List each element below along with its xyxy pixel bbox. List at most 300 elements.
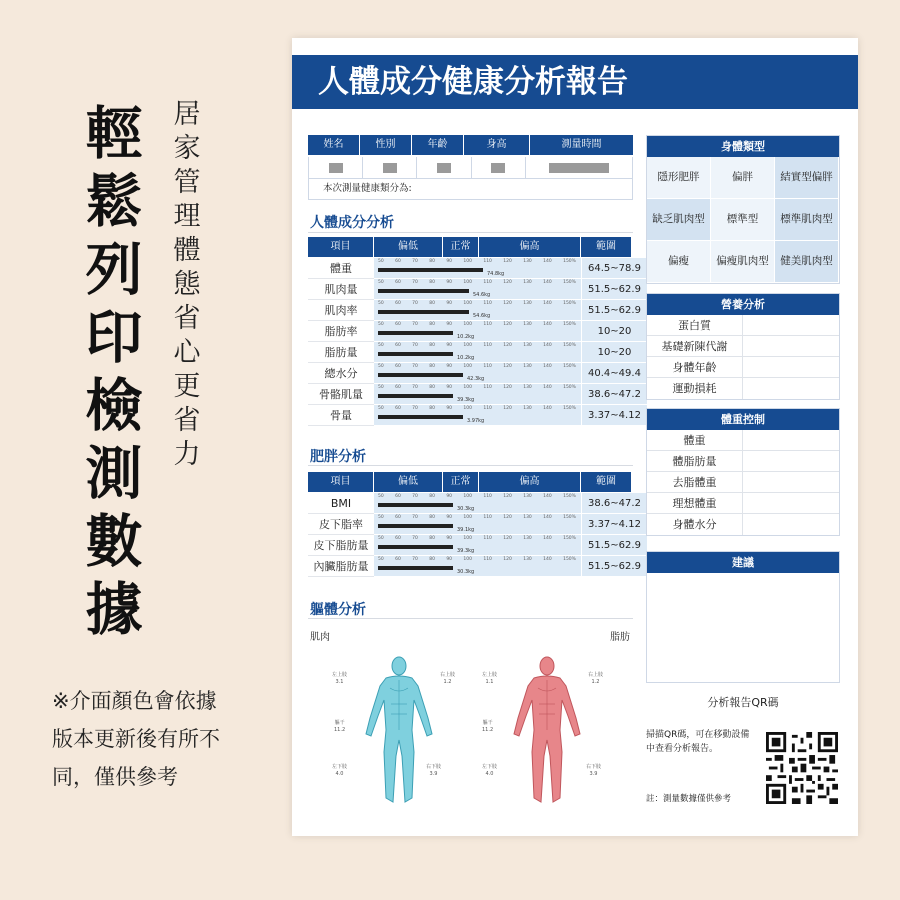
tick-label: 60 bbox=[395, 280, 401, 285]
tick-scale bbox=[378, 536, 576, 541]
measure-row bbox=[308, 300, 647, 321]
weight-value bbox=[743, 514, 839, 535]
label: 左下肢 bbox=[332, 764, 348, 770]
divider bbox=[308, 618, 633, 619]
measure-bar bbox=[378, 503, 453, 507]
fat-trunk bbox=[482, 720, 493, 734]
nutrition-row bbox=[647, 336, 839, 357]
weight-row bbox=[647, 472, 839, 493]
body-type-title: 身體類型 bbox=[647, 136, 839, 157]
measure-bar-area bbox=[374, 535, 581, 556]
muscle-right-arm bbox=[440, 672, 455, 686]
tick-label: 100 bbox=[463, 494, 472, 499]
measure-row bbox=[308, 535, 647, 556]
measure-row bbox=[308, 556, 647, 577]
weight-label: 理想體重 bbox=[647, 493, 743, 513]
info-height-value bbox=[472, 157, 526, 179]
tick-label: 130 bbox=[523, 536, 532, 541]
tick-label: 70 bbox=[412, 494, 418, 499]
qr-footnote: 註：測量數據僅供參考 bbox=[646, 794, 732, 804]
body-type-cell: 標準肌肉型 bbox=[775, 199, 839, 241]
tick-label: 60 bbox=[395, 301, 401, 306]
disclaimer-note bbox=[52, 682, 262, 796]
tick-label: 130 bbox=[523, 557, 532, 562]
tick-label: 150% bbox=[563, 557, 576, 562]
tick-label: 150% bbox=[563, 343, 576, 348]
tick-scale bbox=[378, 364, 576, 369]
measure-row bbox=[308, 405, 647, 426]
weight-control-box bbox=[646, 408, 840, 536]
col-normal: 正常 bbox=[443, 472, 479, 492]
tick-label: 120 bbox=[503, 301, 512, 306]
tick-label: 60 bbox=[395, 515, 401, 520]
tick-label: 120 bbox=[503, 322, 512, 327]
measure-row bbox=[308, 258, 647, 279]
tick-label: 150% bbox=[563, 280, 576, 285]
measure-range: 40.4~49.4 bbox=[581, 363, 647, 384]
measure-bar bbox=[378, 310, 469, 314]
nutrition-label: 運動損耗 bbox=[647, 378, 743, 399]
segmental-title: 軀體分析 bbox=[310, 602, 366, 618]
weight-value bbox=[743, 430, 839, 450]
tick-label: 120 bbox=[503, 494, 512, 499]
body-type-cell: 偏胖 bbox=[711, 157, 775, 199]
nutrition-box bbox=[646, 293, 840, 400]
tick-label: 50 bbox=[378, 406, 384, 411]
tick-label: 100 bbox=[463, 515, 472, 520]
weight-label: 體脂肪量 bbox=[647, 451, 743, 471]
tick-label: 130 bbox=[523, 343, 532, 348]
promo-subtitle: 居家管理體態省心更省力 bbox=[173, 99, 201, 470]
muscle-left-leg bbox=[332, 764, 347, 778]
tick-label: 120 bbox=[503, 343, 512, 348]
tick-label: 70 bbox=[412, 536, 418, 541]
muscle-label: 肌肉 bbox=[310, 632, 330, 643]
tick-label: 60 bbox=[395, 557, 401, 562]
tick-label: 80 bbox=[429, 322, 435, 327]
measure-label: 總水分 bbox=[308, 363, 374, 384]
measure-bar-area bbox=[374, 258, 581, 279]
tick-label: 90 bbox=[446, 322, 453, 327]
tick-label: 90 bbox=[446, 494, 453, 499]
tick-label: 90 bbox=[446, 301, 453, 306]
tick-label: 90 bbox=[446, 406, 453, 411]
tick-label: 100 bbox=[463, 536, 472, 541]
tick-label: 80 bbox=[429, 259, 435, 264]
tick-label: 140 bbox=[543, 259, 552, 264]
col-item: 項目 bbox=[308, 237, 374, 257]
col-normal: 正常 bbox=[443, 237, 479, 257]
measure-range: 3.37~4.12 bbox=[581, 405, 647, 426]
fat-left-leg bbox=[482, 764, 497, 778]
tick-label: 150% bbox=[563, 515, 576, 520]
measure-bar-area bbox=[374, 493, 581, 514]
tick-label: 150% bbox=[563, 385, 576, 390]
nutrition-label: 身體年齡 bbox=[647, 357, 743, 377]
measure-value: 54.6kg bbox=[473, 292, 491, 298]
measure-row bbox=[308, 514, 647, 535]
info-header-gender: 性別 bbox=[360, 135, 412, 155]
tick-label: 80 bbox=[429, 494, 435, 499]
tick-label: 70 bbox=[412, 364, 418, 369]
divider bbox=[308, 232, 633, 233]
tick-label: 100 bbox=[463, 259, 472, 264]
tick-label: 50 bbox=[378, 343, 384, 348]
tick-label: 140 bbox=[543, 364, 552, 369]
weight-row bbox=[647, 493, 839, 514]
measure-range: 51.5~62.9 bbox=[581, 279, 647, 300]
tick-label: 140 bbox=[543, 557, 552, 562]
tick-scale bbox=[378, 385, 576, 390]
measure-label: 皮下脂肪量 bbox=[308, 535, 374, 556]
tick-label: 50 bbox=[378, 494, 384, 499]
tick-label: 50 bbox=[378, 322, 384, 327]
col-low: 偏低 bbox=[374, 472, 443, 492]
value: 1.2 bbox=[443, 679, 452, 685]
tick-label: 80 bbox=[429, 301, 435, 306]
blurred-value bbox=[491, 163, 505, 173]
muscle-trunk bbox=[334, 720, 345, 734]
obesity-title: 肥胖分析 bbox=[310, 449, 366, 465]
body-type-cell: 健美肌肉型 bbox=[775, 241, 839, 283]
measure-label: 體重 bbox=[308, 258, 374, 279]
blurred-value bbox=[437, 163, 451, 173]
tick-label: 100 bbox=[463, 280, 472, 285]
weight-row bbox=[647, 430, 839, 451]
info-gender-value bbox=[363, 157, 417, 179]
tick-label: 80 bbox=[429, 536, 435, 541]
tick-label: 110 bbox=[483, 259, 492, 264]
info-header-row bbox=[308, 135, 633, 155]
col-high: 偏高 bbox=[479, 472, 581, 492]
measure-row bbox=[308, 363, 647, 384]
measure-bar bbox=[378, 415, 463, 419]
tick-label: 80 bbox=[429, 515, 435, 520]
tick-label: 110 bbox=[483, 406, 492, 411]
label: 右下肢 bbox=[586, 764, 602, 770]
tick-label: 50 bbox=[378, 301, 384, 306]
body-type-grid bbox=[647, 157, 839, 283]
weight-value bbox=[743, 472, 839, 492]
info-age-value bbox=[417, 157, 471, 179]
measure-bar bbox=[378, 566, 453, 570]
measure-range: 10~20 bbox=[581, 342, 647, 363]
measure-row bbox=[308, 493, 647, 514]
weight-row bbox=[647, 451, 839, 472]
col-high: 偏高 bbox=[479, 237, 581, 257]
nutrition-value bbox=[743, 357, 839, 377]
info-header-height: 身高 bbox=[464, 135, 530, 155]
value: 1.2 bbox=[591, 679, 600, 685]
tick-label: 110 bbox=[483, 515, 492, 520]
muscle-left-arm bbox=[332, 672, 347, 686]
nutrition-row bbox=[647, 378, 839, 399]
tick-label: 120 bbox=[503, 515, 512, 520]
info-header-name: 姓名 bbox=[308, 135, 360, 155]
measure-value: 10.2kg bbox=[457, 334, 475, 340]
body-type-cell: 結實型偏胖 bbox=[775, 157, 839, 199]
tick-label: 110 bbox=[483, 301, 492, 306]
measure-range: 51.5~62.9 bbox=[581, 556, 647, 577]
blurred-value bbox=[383, 163, 397, 173]
health-category-summary: 本次測量健康類分為: bbox=[308, 178, 633, 200]
measure-bar-area bbox=[374, 514, 581, 535]
measure-range: 64.5~78.9 bbox=[581, 258, 647, 279]
measure-value: 10.2kg bbox=[457, 355, 475, 361]
nutrition-row bbox=[647, 357, 839, 378]
tick-label: 50 bbox=[378, 259, 384, 264]
tick-label: 110 bbox=[483, 536, 492, 541]
tick-label: 130 bbox=[523, 515, 532, 520]
label: 軀干 bbox=[334, 720, 345, 726]
tick-scale bbox=[378, 557, 576, 562]
info-header-time: 測量時間 bbox=[561, 139, 602, 150]
weight-value bbox=[743, 493, 839, 513]
tick-label: 60 bbox=[395, 322, 401, 327]
label: 軀干 bbox=[482, 720, 493, 726]
measure-label: 骨量 bbox=[308, 405, 374, 426]
report-title: 人體成分健康分析報告 bbox=[292, 55, 858, 109]
tick-label: 100 bbox=[463, 301, 472, 306]
weight-row bbox=[647, 514, 839, 535]
measure-range: 51.5~62.9 bbox=[581, 300, 647, 321]
note-line: 版本更新後有所不 bbox=[52, 727, 220, 751]
measure-row bbox=[308, 321, 647, 342]
info-name-value bbox=[309, 157, 363, 179]
body-type-cell: 缺乏肌肉型 bbox=[647, 199, 711, 241]
label: 左下肢 bbox=[482, 764, 498, 770]
qr-description: 掃描QR碼，可在移動設備中查看分析報告。 bbox=[646, 730, 750, 754]
tick-scale bbox=[378, 322, 576, 327]
tick-label: 110 bbox=[483, 364, 492, 369]
tick-label: 100 bbox=[463, 406, 472, 411]
weight-label: 身體水分 bbox=[647, 514, 743, 535]
measure-bar bbox=[378, 331, 453, 335]
measure-bar bbox=[378, 352, 453, 356]
muscle-right-leg bbox=[426, 764, 441, 778]
tick-label: 60 bbox=[395, 259, 401, 264]
measure-label: 脂肪率 bbox=[308, 321, 374, 342]
tick-scale bbox=[378, 259, 576, 264]
measure-value: 54.6kg bbox=[473, 313, 491, 319]
tick-label: 60 bbox=[395, 536, 401, 541]
tick-label: 130 bbox=[523, 301, 532, 306]
blurred-value bbox=[329, 163, 343, 173]
blurred-value bbox=[549, 163, 609, 173]
measure-label: 內臟脂肪量 bbox=[308, 556, 374, 577]
tick-label: 130 bbox=[523, 280, 532, 285]
measure-value: 30.3kg bbox=[457, 569, 475, 575]
advice-title: 建議 bbox=[647, 552, 839, 573]
measure-range: 38.6~47.2 bbox=[581, 493, 647, 514]
measure-row bbox=[308, 384, 647, 405]
value: 3.1 bbox=[335, 679, 344, 685]
tick-label: 80 bbox=[429, 343, 435, 348]
tick-label: 70 bbox=[412, 259, 418, 264]
measure-label: 骨骼肌量 bbox=[308, 384, 374, 405]
tick-label: 100 bbox=[463, 322, 472, 327]
tick-label: 140 bbox=[543, 515, 552, 520]
qr-title: 分析報告QR碼 bbox=[707, 696, 779, 709]
tick-label: 80 bbox=[429, 557, 435, 562]
value: 4.0 bbox=[335, 771, 344, 777]
tick-label: 120 bbox=[503, 406, 512, 411]
measure-value: 39.3kg bbox=[457, 548, 475, 554]
tick-label: 60 bbox=[395, 343, 401, 348]
tick-label: 150% bbox=[563, 536, 576, 541]
tick-label: 110 bbox=[483, 557, 492, 562]
tick-label: 100 bbox=[463, 385, 472, 390]
tick-label: 110 bbox=[483, 280, 492, 285]
label: 左上肢 bbox=[332, 672, 348, 678]
tick-label: 140 bbox=[543, 343, 552, 348]
tick-label: 80 bbox=[429, 280, 435, 285]
measure-range: 51.5~62.9 bbox=[581, 535, 647, 556]
weight-label: 體重 bbox=[647, 430, 743, 450]
weight-value bbox=[743, 451, 839, 471]
tick-label: 120 bbox=[503, 536, 512, 541]
tick-label: 50 bbox=[378, 385, 384, 390]
tick-label: 90 bbox=[446, 280, 453, 285]
tick-label: 70 bbox=[412, 301, 418, 306]
tick-label: 150% bbox=[563, 364, 576, 369]
col-range: 範圍 bbox=[596, 476, 616, 487]
composition-header-row bbox=[308, 237, 631, 257]
value: 11.2 bbox=[334, 727, 346, 733]
tick-scale bbox=[378, 343, 576, 348]
measure-label: 肌肉量 bbox=[308, 279, 374, 300]
label: 右上肢 bbox=[440, 672, 456, 678]
measure-value: 42.3kg bbox=[467, 376, 485, 382]
advice-box bbox=[646, 551, 840, 683]
weight-label: 去脂體重 bbox=[647, 472, 743, 492]
measure-label: 脂肪量 bbox=[308, 342, 374, 363]
tick-label: 60 bbox=[395, 364, 401, 369]
tick-label: 70 bbox=[412, 280, 418, 285]
measure-bar-area bbox=[374, 405, 581, 426]
nutrition-title: 營養分析 bbox=[647, 294, 839, 315]
body-type-box bbox=[646, 135, 840, 284]
tick-label: 140 bbox=[543, 322, 552, 327]
tick-scale bbox=[378, 406, 576, 411]
tick-label: 120 bbox=[503, 385, 512, 390]
col-range: 範圍 bbox=[596, 241, 616, 252]
col-item: 項目 bbox=[308, 472, 374, 492]
tick-label: 90 bbox=[446, 385, 453, 390]
measure-label: BMI bbox=[308, 493, 374, 514]
tick-label: 90 bbox=[446, 557, 453, 562]
info-header-age: 年齡 bbox=[412, 135, 464, 155]
measure-bar-area bbox=[374, 279, 581, 300]
nutrition-row bbox=[647, 315, 839, 336]
tick-label: 70 bbox=[412, 385, 418, 390]
tick-label: 70 bbox=[412, 322, 418, 327]
tick-label: 80 bbox=[429, 385, 435, 390]
measure-value: 39.3kg bbox=[457, 397, 475, 403]
nutrition-label: 蛋白質 bbox=[647, 315, 743, 335]
measure-bar-area bbox=[374, 363, 581, 384]
value: 3.9 bbox=[589, 771, 598, 777]
tick-label: 150% bbox=[563, 259, 576, 264]
composition-title: 人體成分分析 bbox=[310, 215, 394, 231]
tick-label: 60 bbox=[395, 406, 401, 411]
tick-scale bbox=[378, 280, 576, 285]
report-sheet bbox=[292, 38, 858, 836]
fat-body-figure bbox=[510, 656, 584, 806]
tick-label: 110 bbox=[483, 343, 492, 348]
measure-range: 3.37~4.12 bbox=[581, 514, 647, 535]
tick-label: 90 bbox=[446, 364, 453, 369]
tick-label: 140 bbox=[543, 280, 552, 285]
tick-label: 50 bbox=[378, 557, 384, 562]
nutrition-value bbox=[743, 336, 839, 356]
tick-label: 140 bbox=[543, 494, 552, 499]
body-type-cell: 偏瘦 bbox=[647, 241, 711, 283]
tick-label: 140 bbox=[543, 301, 552, 306]
tick-scale bbox=[378, 494, 576, 499]
body-type-cell: 標準型 bbox=[711, 199, 775, 241]
measure-value: 39.1kg bbox=[457, 527, 475, 533]
note-line: ※介面顏色會依據 bbox=[52, 689, 217, 713]
measure-label: 皮下脂率 bbox=[308, 514, 374, 535]
note-line: 同，僅供參考 bbox=[52, 765, 178, 789]
value: 1.1 bbox=[485, 679, 494, 685]
qr-code-icon[interactable] bbox=[766, 732, 838, 804]
weight-control-title: 體重控制 bbox=[647, 409, 839, 430]
tick-label: 140 bbox=[543, 406, 552, 411]
tick-label: 50 bbox=[378, 280, 384, 285]
nutrition-value bbox=[743, 378, 839, 399]
tick-label: 150% bbox=[563, 301, 576, 306]
measure-row bbox=[308, 279, 647, 300]
tick-label: 90 bbox=[446, 515, 453, 520]
value: 3.9 bbox=[429, 771, 438, 777]
value: 4.0 bbox=[485, 771, 494, 777]
nutrition-value bbox=[743, 315, 839, 335]
tick-label: 110 bbox=[483, 322, 492, 327]
tick-label: 120 bbox=[503, 557, 512, 562]
promo-title: 輕鬆列印檢測數據 bbox=[85, 101, 143, 643]
measure-bar bbox=[378, 373, 463, 377]
measure-bar-area bbox=[374, 342, 581, 363]
body-type-cell: 偏瘦肌肉型 bbox=[711, 241, 775, 283]
tick-label: 130 bbox=[523, 259, 532, 264]
measure-bar bbox=[378, 524, 453, 528]
label: 右下肢 bbox=[426, 764, 442, 770]
fat-right-leg bbox=[586, 764, 601, 778]
tick-label: 70 bbox=[412, 515, 418, 520]
info-values-row bbox=[308, 157, 633, 179]
tick-label: 150% bbox=[563, 494, 576, 499]
value: 11.2 bbox=[482, 727, 494, 733]
tick-scale bbox=[378, 301, 576, 306]
tick-label: 50 bbox=[378, 364, 384, 369]
tick-label: 120 bbox=[503, 364, 512, 369]
measure-value: 30.3kg bbox=[457, 506, 475, 512]
measure-label: 肌肉率 bbox=[308, 300, 374, 321]
tick-label: 100 bbox=[463, 557, 472, 562]
tick-label: 100 bbox=[463, 343, 472, 348]
label: 左上肢 bbox=[482, 672, 498, 678]
measure-bar bbox=[378, 289, 469, 293]
info-time-value bbox=[526, 157, 632, 179]
tick-label: 130 bbox=[523, 364, 532, 369]
fat-left-arm bbox=[482, 672, 497, 686]
measure-bar bbox=[378, 545, 453, 549]
tick-label: 50 bbox=[378, 536, 384, 541]
tick-label: 80 bbox=[429, 364, 435, 369]
body-type-cell: 隱形肥胖 bbox=[647, 157, 711, 199]
